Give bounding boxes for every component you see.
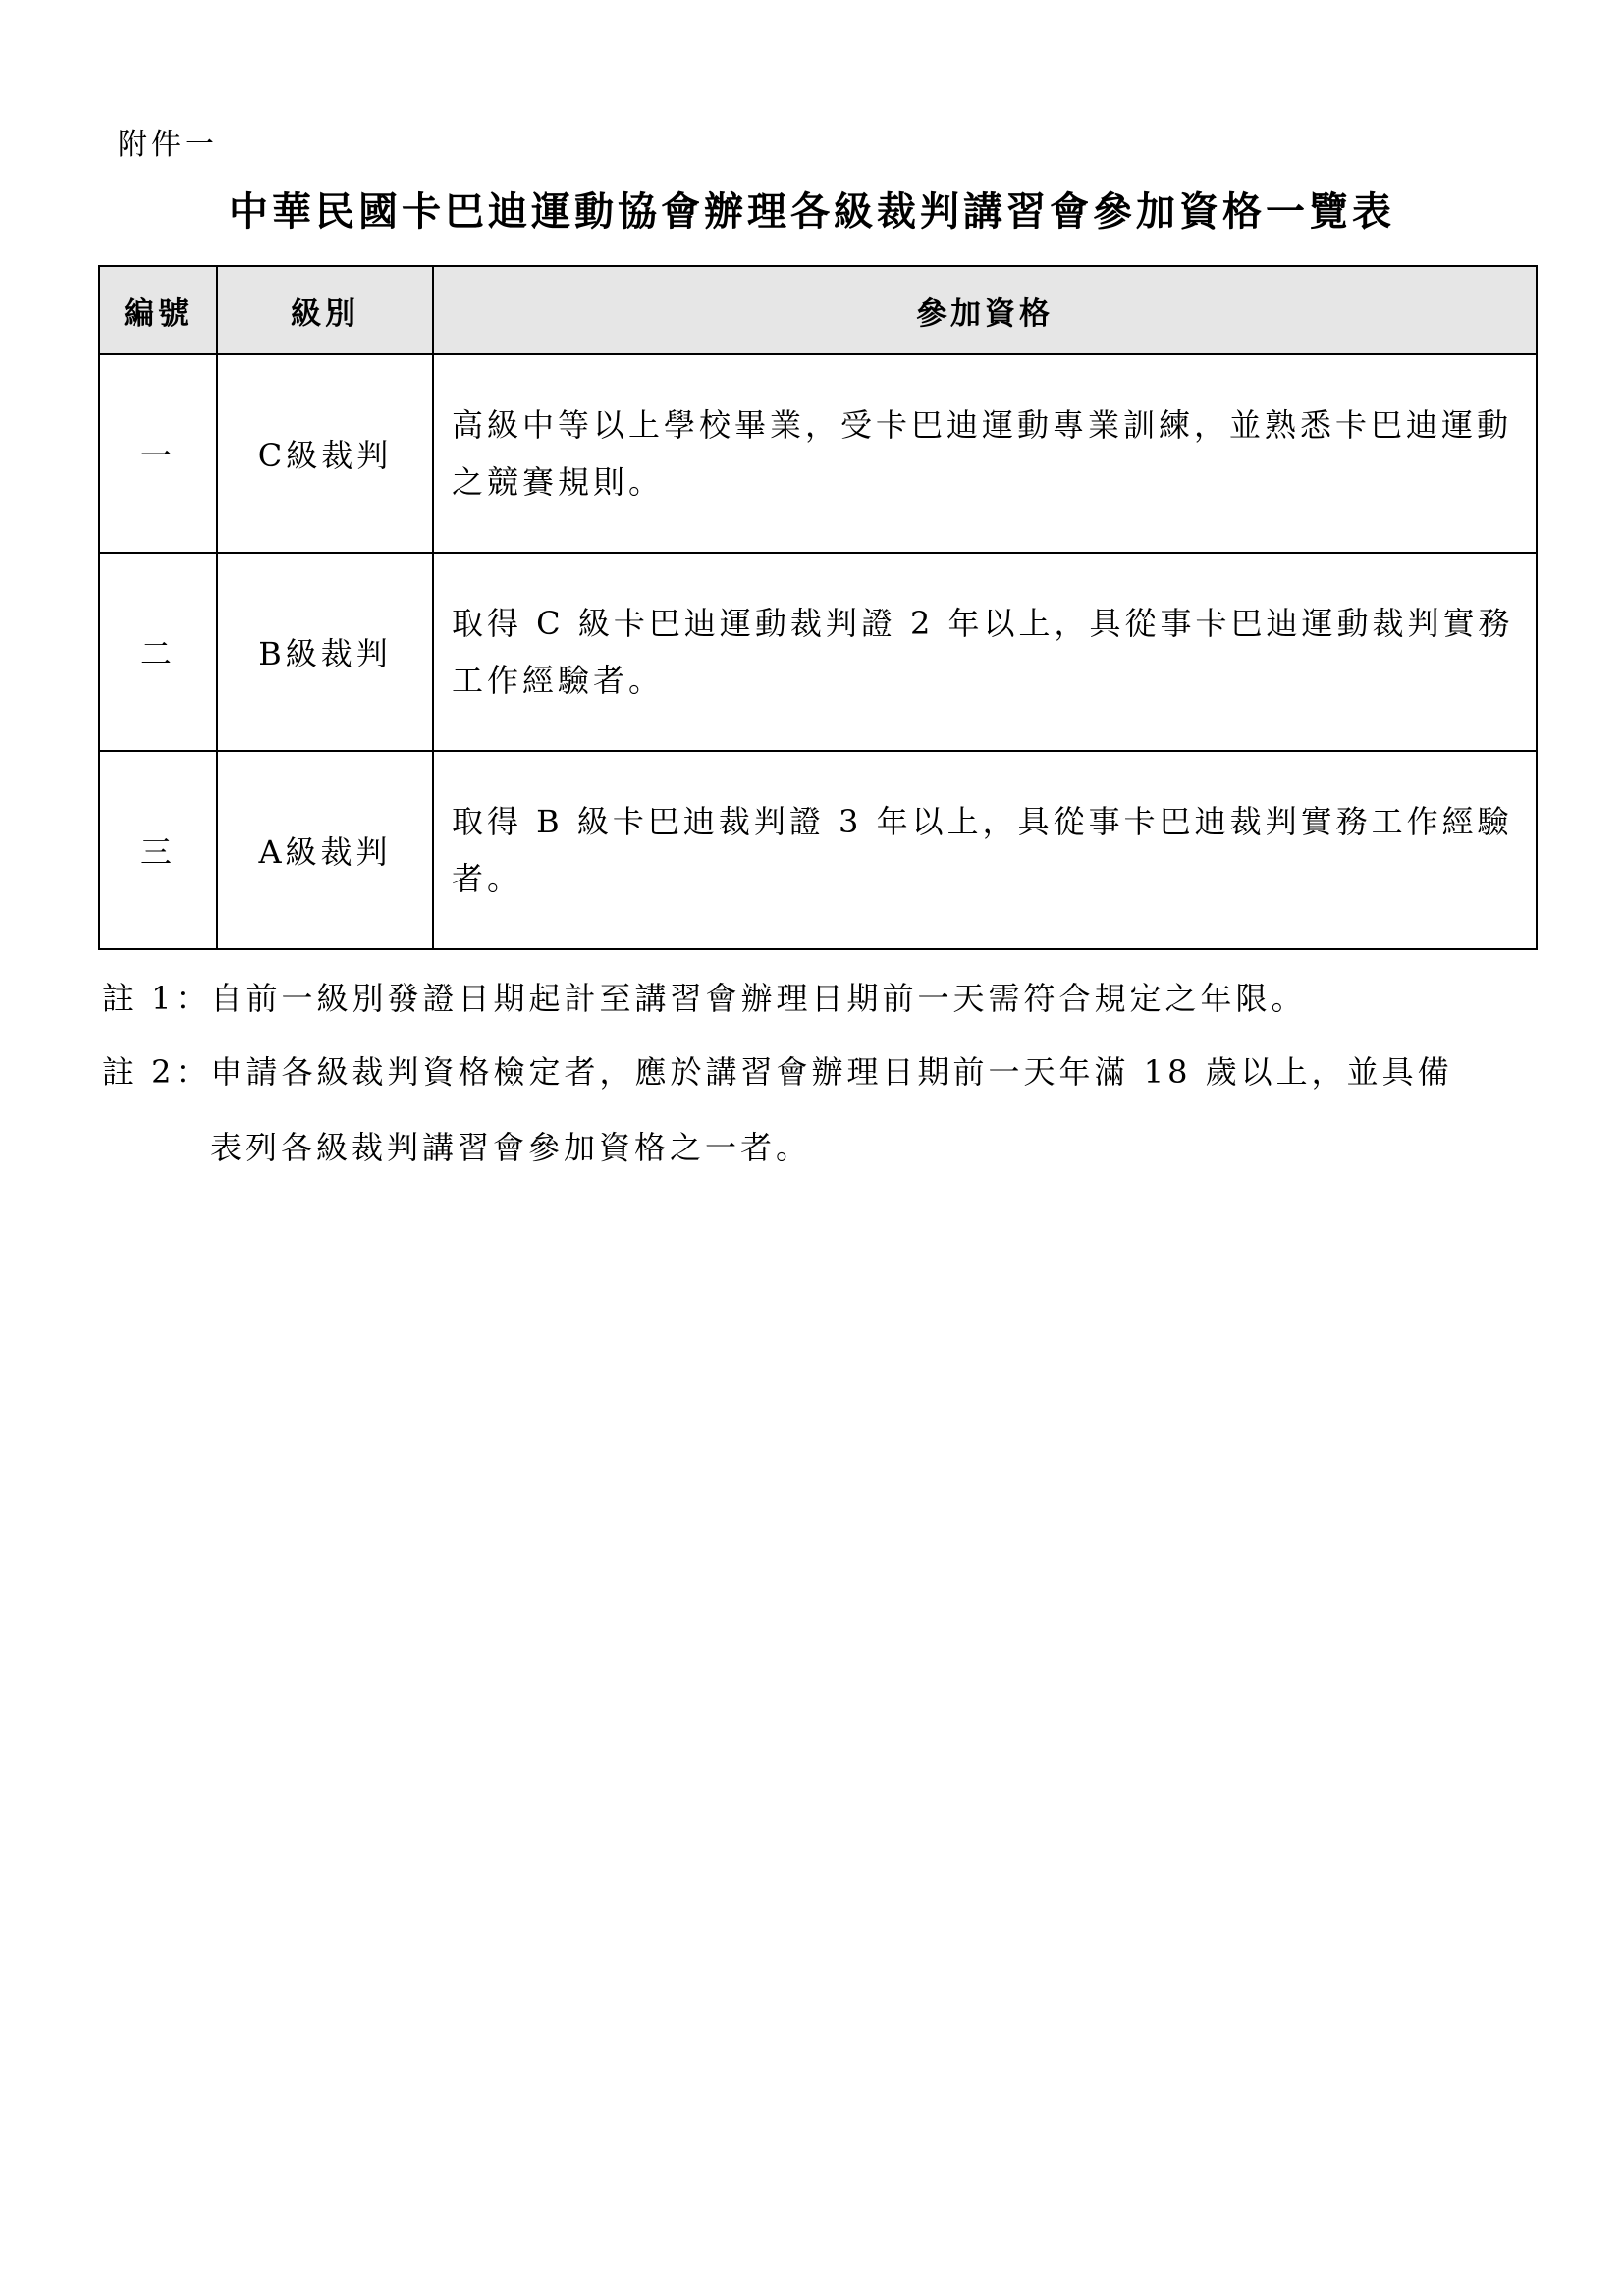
note-2: 註 2：申請各級裁判資格檢定者，應於講習會辦理日期前一天年滿 18 歲以上，並具備	[102, 1053, 1453, 1091]
attachment-label: 附件一	[118, 128, 218, 162]
header-level: 級別	[217, 266, 433, 354]
header-number: 編號	[99, 266, 217, 354]
row-requirement: 取得 C 級卡巴迪運動裁判證 2 年以上，具從事卡巴迪運動裁判實務工作經驗者。	[433, 553, 1537, 751]
row-number: 三	[99, 751, 217, 949]
qualification-table	[98, 265, 1538, 950]
row-requirement: 高級中等以上學校畢業，受卡巴迪運動專業訓練，並熟悉卡巴迪運動之競賽規則。	[433, 354, 1537, 553]
row-number: 二	[99, 553, 217, 751]
row-number: 一	[99, 354, 217, 553]
row-requirement: 取得 B 級卡巴迪裁判證 3 年以上，具從事卡巴迪裁判實務工作經驗者。	[433, 751, 1537, 949]
table-header-row	[99, 266, 1537, 354]
row-level: C級裁判	[217, 354, 433, 553]
table-row	[99, 354, 1537, 553]
table-row	[99, 553, 1537, 751]
note-1: 註 1：自前一級別發證日期起計至講習會辦理日期前一天需符合規定之年限。	[102, 980, 1307, 1017]
note-2-continuation: 表列各級裁判講習會參加資格之一者。	[210, 1129, 812, 1166]
row-level: A級裁判	[217, 751, 433, 949]
row-level: B級裁判	[217, 553, 433, 751]
document-title: 中華民國卡巴迪運動協會辦理各級裁判講習會參加資格一覽表	[229, 189, 1395, 235]
table-row	[99, 751, 1537, 949]
header-requirement: 參加資格	[433, 266, 1537, 354]
